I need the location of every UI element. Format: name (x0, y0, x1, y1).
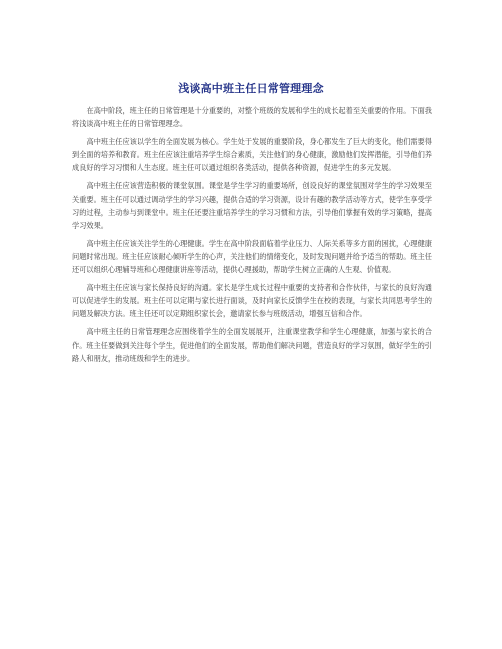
article-body (72, 104, 432, 370)
paragraph-conclusion: 高中班主任的日常管理理念应围绕着学生的全面发展展开，注重课堂教学和学生心理健康，加强与家长的合作。班主任要做到关注每个学生，促进他们的全面发展，帮助他们解决问题，营造良好的学习氛围，做好学生的引路人和朋友，推动班级和学生的进步。 (72, 327, 432, 363)
paragraph-intro: 在高中阶段，班主任的日常管理是十分重要的，对整个班级的发展和学生的成长起着至关重要的作用。下面我将浅谈高中班主任的日常管理理念。 (72, 106, 432, 129)
paragraph-classroom-atmosphere: 高中班主任应该营造积极的课堂氛围。课堂是学生学习的重要场所，创设良好的课堂氛围对学生的学习效果至关重要。班主任可以通过调动学生的学习兴趣，提供合适的学习资源，设计有趣的教学活动等方式，使学生享受学习的过程，主动参与到课堂中。班主任还要注重培养学生的学习习惯和方法，引导他们掌握有效的学习策略，提高学习效果。 (72, 181, 432, 230)
paragraph-mental-health: 高中班主任应该关注学生的心理健康。学生在高中阶段面临着学业压力、人际关系等多方面的困扰，心理健康问题时常出现。班主任应该耐心倾听学生的心声，关注他们的情绪变化，及时发现问题并给予适当的帮助。班主任还可以组织心理辅导班和心理健康讲座等活动，提供心理援助，帮助学生树立正确的人生观、价值观。 (72, 238, 432, 275)
page-title: 浅谈高中班主任日常管理理念 (178, 82, 324, 95)
paragraph-parent-communication: 高中班主任应该与家长保持良好的沟通。家长是学生成长过程中重要的支持者和合作伙伴，与家长的良好沟通可以促进学生的发展。班主任可以定期与家长进行面谈，及时向家长反馈学生在校的表现，与家长共同思考学生的问题及解决方法。班主任还可以定期组织家长会，邀请家长参与班级活动，增强互信和合作。 (72, 283, 432, 319)
paragraph-holistic-development: 高中班主任应该以学生的全面发展为核心。学生处于发展的重要阶段，身心都发生了巨大的变化，他们需要得到全面的培养和教育。班主任应该注重培养学生综合素质，关注他们的身心健康，激励他们发挥潜能，引导他们养成良好的学习习惯和人生态度。班主任可以通过组织各类活动，提供各种资源，促进学生的多元发展。 (72, 137, 432, 173)
